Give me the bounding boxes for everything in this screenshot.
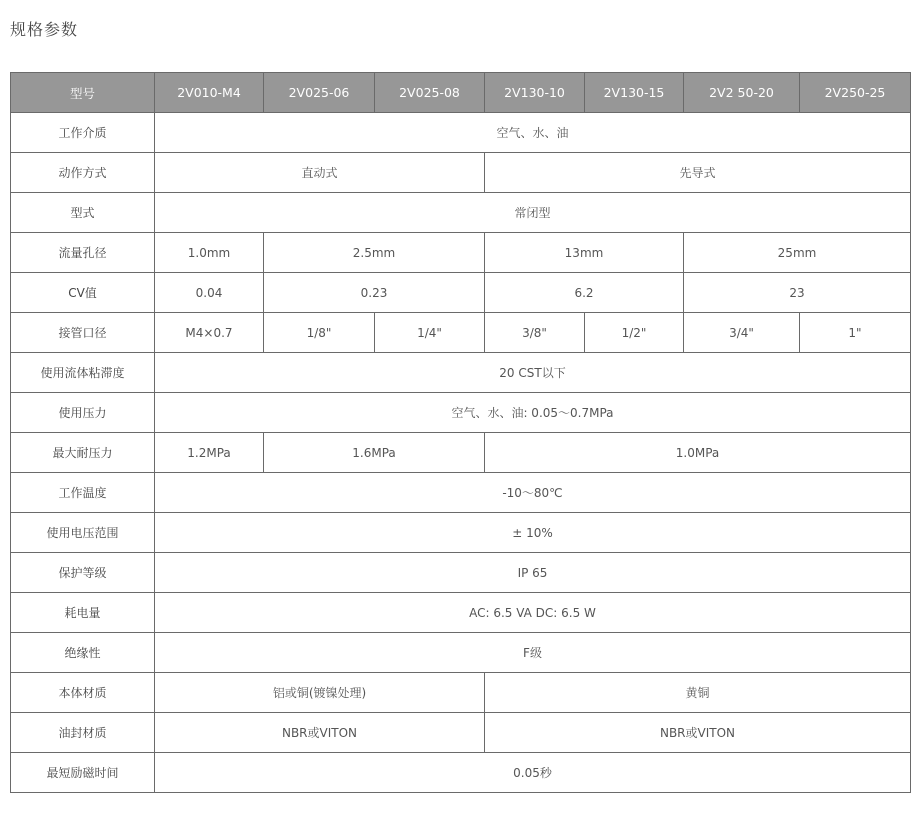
spec-table [10, 72, 911, 793]
row-label: 工作介质 [11, 113, 155, 153]
table-row [11, 233, 911, 273]
row-label: 使用电压范围 [11, 513, 155, 553]
header-2v130-15: 2V130-15 [585, 73, 684, 113]
cell-value: 1.6MPa [264, 433, 485, 473]
cell-value: 13mm [485, 233, 684, 273]
header-2v250-20: 2V2 50-20 [684, 73, 800, 113]
cell-value: 1.0mm [155, 233, 264, 273]
table-row [11, 193, 911, 233]
cell-value: 3/8" [485, 313, 585, 353]
cell-value: 2.5mm [264, 233, 485, 273]
table-row [11, 593, 911, 633]
table-row [11, 153, 911, 193]
header-row [11, 73, 911, 113]
row-label: 使用流体粘滞度 [11, 353, 155, 393]
row-label: 使用压力 [11, 393, 155, 433]
header-2v025-06: 2V025-06 [264, 73, 375, 113]
cell-value: 25mm [684, 233, 911, 273]
table-row [11, 433, 911, 473]
cell-value: IP 65 [155, 553, 911, 593]
header-2v025-08: 2V025-08 [375, 73, 485, 113]
row-label: 本体材质 [11, 673, 155, 713]
cell-value: -10～80℃ [155, 473, 911, 513]
cell-value: 先导式 [485, 153, 911, 193]
row-label: 动作方式 [11, 153, 155, 193]
cell-value: 0.04 [155, 273, 264, 313]
row-label: 保护等级 [11, 553, 155, 593]
cell-value: 6.2 [485, 273, 684, 313]
cell-value: 1" [800, 313, 911, 353]
cell-value: 常闭型 [155, 193, 911, 233]
cell-value: 1/8" [264, 313, 375, 353]
cell-value: M4×0.7 [155, 313, 264, 353]
header-2v010-m4: 2V010-M4 [155, 73, 264, 113]
table-row [11, 393, 911, 433]
row-label: 绝缘性 [11, 633, 155, 673]
table-row [11, 713, 911, 753]
cell-value: 1/4" [375, 313, 485, 353]
cell-value: 3/4" [684, 313, 800, 353]
cell-value: 20 CST以下 [155, 353, 911, 393]
row-label: 流量孔径 [11, 233, 155, 273]
cell-value: 1.0MPa [485, 433, 911, 473]
table-row [11, 753, 911, 793]
row-label: 最短励磁时间 [11, 753, 155, 793]
table-row [11, 673, 911, 713]
page-title: 规格参数 [10, 20, 79, 39]
cell-value: 1/2" [585, 313, 684, 353]
cell-value: 直动式 [155, 153, 485, 193]
cell-value: 空气、水、油 [155, 113, 911, 153]
row-label: CV值 [11, 273, 155, 313]
table-row [11, 633, 911, 673]
table-row [11, 473, 911, 513]
table-row [11, 113, 911, 153]
cell-value: 0.23 [264, 273, 485, 313]
row-label: 最大耐压力 [11, 433, 155, 473]
cell-value: 0.05秒 [155, 753, 911, 793]
table-row [11, 273, 911, 313]
table-row [11, 513, 911, 553]
header-2v130-10: 2V130-10 [485, 73, 585, 113]
cell-value: AC: 6.5 VA DC: 6.5 W [155, 593, 911, 633]
row-label: 耗电量 [11, 593, 155, 633]
cell-value: 1.2MPa [155, 433, 264, 473]
row-label: 接管口径 [11, 313, 155, 353]
row-label: 油封材质 [11, 713, 155, 753]
cell-value: 铝或铜(镀镍处理) [155, 673, 485, 713]
header-2v250-25: 2V250-25 [800, 73, 911, 113]
table-row [11, 313, 911, 353]
cell-value: 空气、水、油: 0.05～0.7MPa [155, 393, 911, 433]
cell-value: NBR或VITON [485, 713, 911, 753]
cell-value: 23 [684, 273, 911, 313]
cell-value: F级 [155, 633, 911, 673]
row-label: 工作温度 [11, 473, 155, 513]
cell-value: ± 10% [155, 513, 911, 553]
row-label: 型式 [11, 193, 155, 233]
table-row [11, 553, 911, 593]
cell-value: NBR或VITON [155, 713, 485, 753]
header-model: 型号 [11, 73, 155, 113]
cell-value: 黄铜 [485, 673, 911, 713]
table-row [11, 353, 911, 393]
